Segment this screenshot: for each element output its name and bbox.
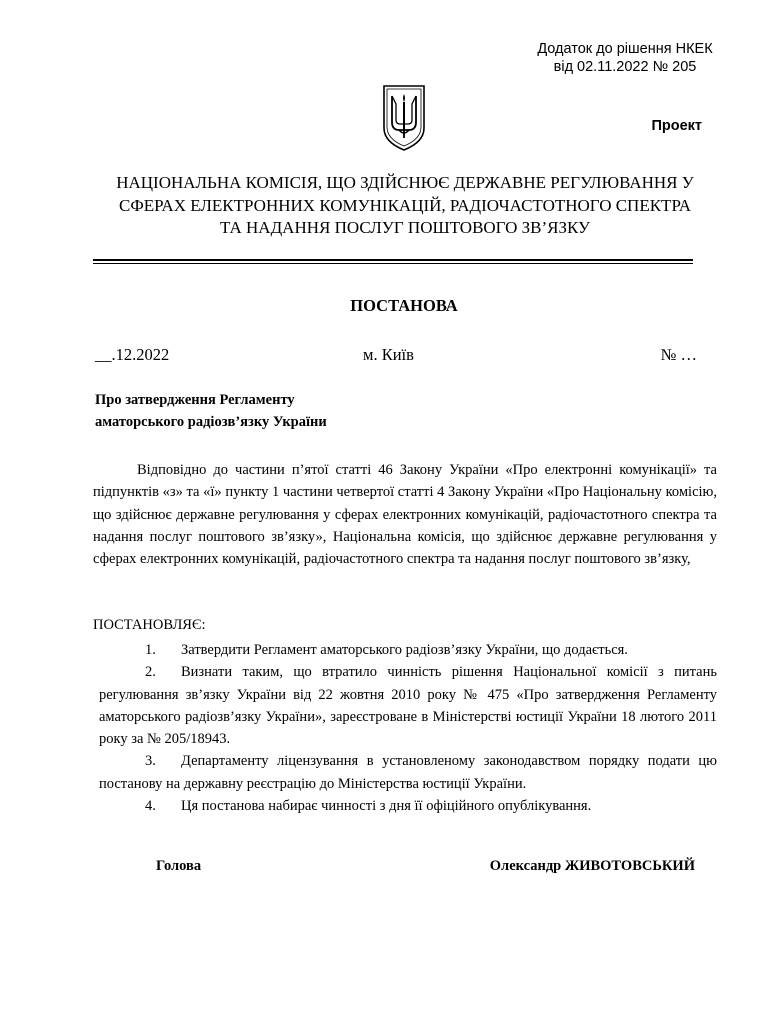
organization-line-1: НАЦІОНАЛЬНА КОМІСІЯ, ЩО ЗДІЙСНЮЄ ДЕРЖАВНЕ РЕГУЛЮВАННЯ У: [116, 173, 694, 192]
annex-note: [520, 40, 730, 76]
item-text: Департаменту ліцензування в установленому законодавством порядку подати цю постанову на державну реєстрацію до Міністерства юстиції України.: [99, 753, 717, 792]
resolution-item: [99, 661, 717, 750]
resolution-item: [99, 795, 717, 817]
subject-line-1: Про затвердження Регламенту: [95, 392, 295, 408]
subject-line-2: аматорського радіозв’язку України: [95, 414, 327, 430]
signatory-name: Олександр ЖИВОТОВСЬКИЙ: [489, 858, 695, 874]
organization-line-2: СФЕРАХ ЕЛЕКТРОННИХ КОМУНІКАЦІЙ, РАДІОЧАСТОТНОГО СПЕКТРА: [118, 195, 691, 215]
decree-number: № …: [660, 345, 697, 364]
item-number: 4.: [145, 798, 156, 815]
annex-line-1: Додаток до рішення НКЕК: [537, 41, 713, 57]
decree-subject: [95, 389, 495, 433]
item-number: 1.: [145, 642, 156, 658]
resolution-item: [99, 750, 717, 795]
resolution-item: [99, 639, 717, 661]
resolution-items: [99, 639, 717, 817]
organization-title: [60, 172, 750, 240]
item-text: Ця постанова набирає чинності з дня її офіційного опублікування.: [181, 798, 592, 815]
item-text: Затвердити Регламент аматорського радіозв’язку України, що додається.: [181, 642, 628, 658]
preamble-paragraph: Відповідно до частини п’ятої статті 46 Закону України «Про електронні комунікації» та підпунктів «з» та «ї» пункту 1 частини четвертої статті 4 Закону України «Про Національну комісію, що здійснює державне регулювання у сферах електронних комунікацій, радіочастотного спектра та надання послуг поштового зв’язку», Національна комісія, що здійснює державне регулювання у сферах електронних комунікацій, радіочастотного спектра та надання послуг поштового зв’язку,: [93, 462, 717, 568]
item-text: Визнати таким, що втратило чинність рішення Національної комісії з питань регулювання зв’язку України від 22 жовтня 2010 року № 475 «Про затвердження Регламенту аматорського радіозв’язку України», зареєстроване в Міністерстві юстиції України 18 лютого 2011 року за № 205/18943.: [99, 664, 717, 748]
header-divider-thin: [93, 263, 693, 264]
item-number: 2.: [145, 664, 156, 681]
decree-title: ПОСТАНОВА: [350, 296, 458, 315]
signatory-role: Голова: [156, 858, 202, 874]
resolves-label: ПОСТАНОВЛЯЄ:: [93, 617, 206, 633]
organization-line-3: ТА НАДАННЯ ПОСЛУГ ПОШТОВОГО ЗВ’ЯЗКУ: [219, 218, 591, 237]
decree-city: м. Київ: [363, 345, 414, 364]
draft-label: Проект: [651, 118, 702, 134]
header-divider-thick: [93, 259, 693, 261]
decree-meta: [93, 345, 715, 367]
annex-line-2: від 02.11.2022 № 205: [553, 59, 697, 75]
preamble-block: [93, 459, 717, 570]
item-number: 3.: [145, 753, 156, 770]
signature-block: [93, 858, 695, 880]
trident-coat-of-arms-icon: [381, 84, 427, 152]
decree-date: __.12.2022: [95, 345, 170, 364]
